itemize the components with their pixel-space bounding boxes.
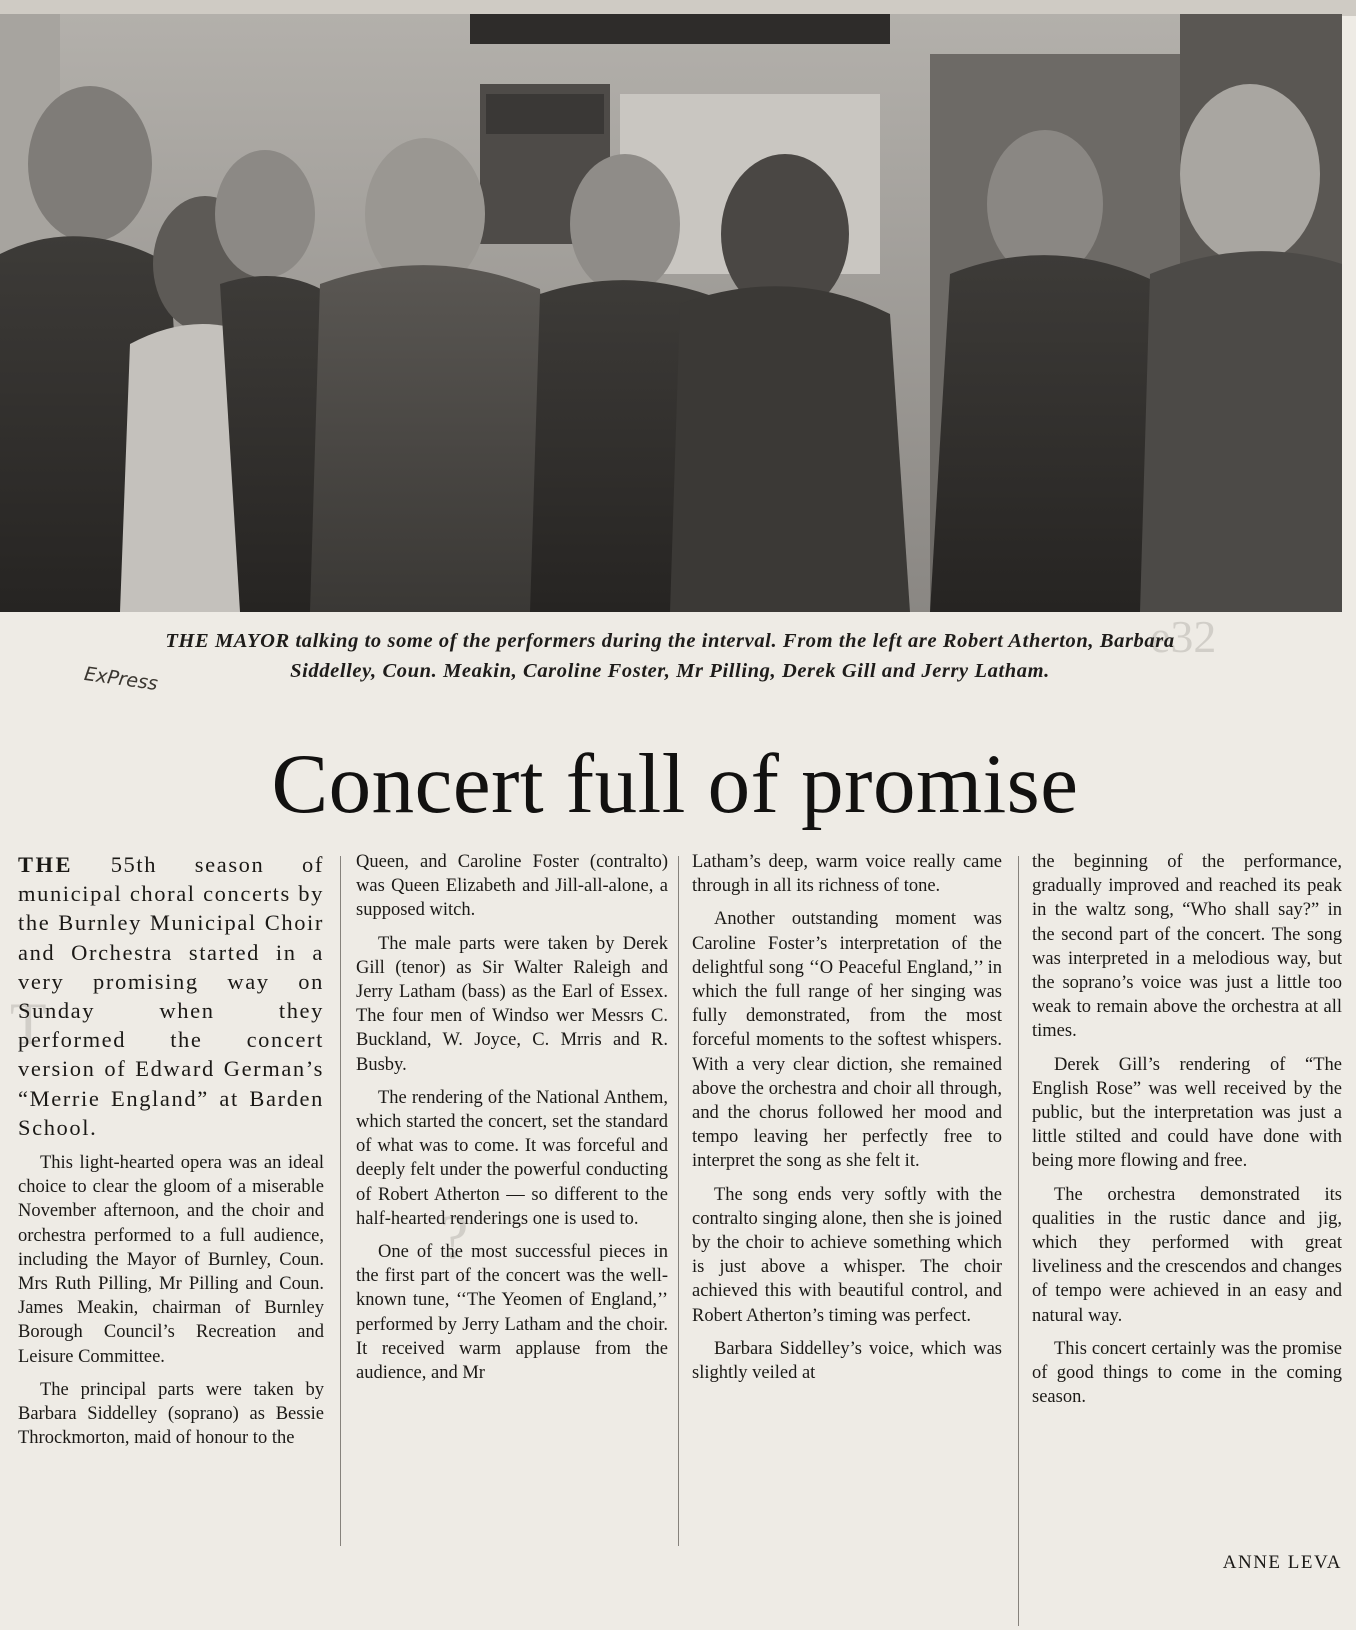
- paragraph: Latham’s deep, warm voice really came through in all its richness of tone.: [692, 852, 1002, 897]
- photo-illustration: [0, 14, 1342, 612]
- paragraph: the beginning of the performance, gradually improved and reached its peak in the waltz song, “Who shall say?” in the second part of the concert. The song was interpreted in a melodious way, but the soprano’s voice was just a little too weak to remain above the orchestra at all times.: [1032, 852, 1342, 1042]
- paragraph: This concert certainly was the promise of good things to come in the coming season.: [1032, 1338, 1342, 1408]
- handwritten-annotation: ExPress: [82, 662, 160, 696]
- paragraph: One of the most successful pieces in the first part of the concert was the well-known tune, ‘‘The Yeomen of England,’’ performed by Jerry Latham and the choir. It received warm applause from the audience, and Mr: [356, 1242, 668, 1384]
- caption-text: talking to some of the performers during the interval. From the left are Robert Atherton, Barbara Siddelley, Coun. Meakin, Caroline Foster, Mr Pilling, Derek Gill and Jerry Latham.: [289, 630, 1175, 682]
- paragraph: Queen, and Caroline Foster (contralto) was Queen Elizabeth and Jill-all-alone, a supposed witch.: [356, 852, 668, 921]
- column-rule: [1018, 856, 1019, 1626]
- paragraph: Another outstanding moment was Caroline Foster’s interpretation of the delightful song ‘‘O Peaceful England,’’ in which the full range of her singing was fully demonstrated, from the most forceful moments to the softest whispers. With a very clear diction, she remained above the orchestra and choir all through, and the chorus followed her mood and tempo leaving her perfectly free to interpret the song as she felt it.: [692, 909, 1002, 1172]
- caption-lead: THE MAYOR: [165, 630, 290, 652]
- bleed-through-text: T: [10, 991, 47, 1057]
- lead-text: 55th season of municipal choral concerts by the Burnley Municipal Choir and Orchestra started in a very promising way on Sunday when they performed the concert version of Edward German’s “Merrie England” at Barden School.: [18, 852, 324, 1140]
- paragraph: The rendering of the National Anthem, which started the concert, set the standard of what was to come. It was forceful and deeply felt under the powerful conducting of Robert Atherton — so different to the half-hearted renderings one is used to.: [356, 1087, 668, 1229]
- column-rule: [678, 856, 679, 1546]
- paragraph: This light-hearted opera was an ideal choice to clear the gloom of a miserable November afternoon, and the choir and orchestra performed to a full audience, including the Mayor of Burnley, Coun. Mrs Ruth Pilling, Mr Pilling and Coun. James Meakin, chairman of Burnley Borough Council’s Recreation and Leisure Committee.: [18, 1153, 324, 1367]
- article-column-4: [1032, 850, 1342, 1418]
- press-photo: [0, 14, 1342, 612]
- photo-caption: [150, 626, 1190, 686]
- column-rule: [340, 856, 341, 1546]
- lead-cap: THE: [18, 852, 74, 877]
- article-column-3: [692, 850, 1002, 1394]
- lead-paragraph: [18, 850, 324, 1142]
- paragraph: The principal parts were taken by Barbara Siddelley (soprano) as Bessie Throckmorton, maid of honour to the: [18, 1379, 324, 1449]
- paragraph: The orchestra demonstrated its qualities in the rustic dance and jig, which they performed with great liveliness and the crescendos and changes of tempo were achieved in an easy and natural way.: [1032, 1184, 1342, 1326]
- paragraph: The song ends very softly with the contralto singing alone, then she is joined by the choir to achieve something which is just above a whisper. The choir achieved this with beautiful control, and Robert Atherton’s timing was perfect.: [692, 1184, 1002, 1326]
- paragraph: Barbara Siddelley’s voice, which was slightly veiled at: [692, 1338, 1002, 1384]
- paragraph: Derek Gill’s rendering of “The English Rose” was well received by the public, but the interpretation was just a little stilted and could have done with being more flowing and free.: [1032, 1054, 1342, 1172]
- article-column-1: [18, 850, 324, 1459]
- headline: Concert full of promise: [271, 737, 1079, 831]
- article-column-2: [356, 850, 668, 1394]
- byline: ANNE LEVA: [1222, 1552, 1342, 1573]
- bleed-through-text: e32: [1150, 611, 1217, 662]
- bleed-through-text: ?: [440, 1201, 469, 1272]
- paragraph: The male parts were taken by Derek Gill (tenor) as Sir Walter Raleigh and Jerry Latham (bass) as the Earl of Essex. The four men of Windso wer Messrs C. Buckland, W. Joyce, C. Mrris and R. Busby.: [356, 933, 668, 1075]
